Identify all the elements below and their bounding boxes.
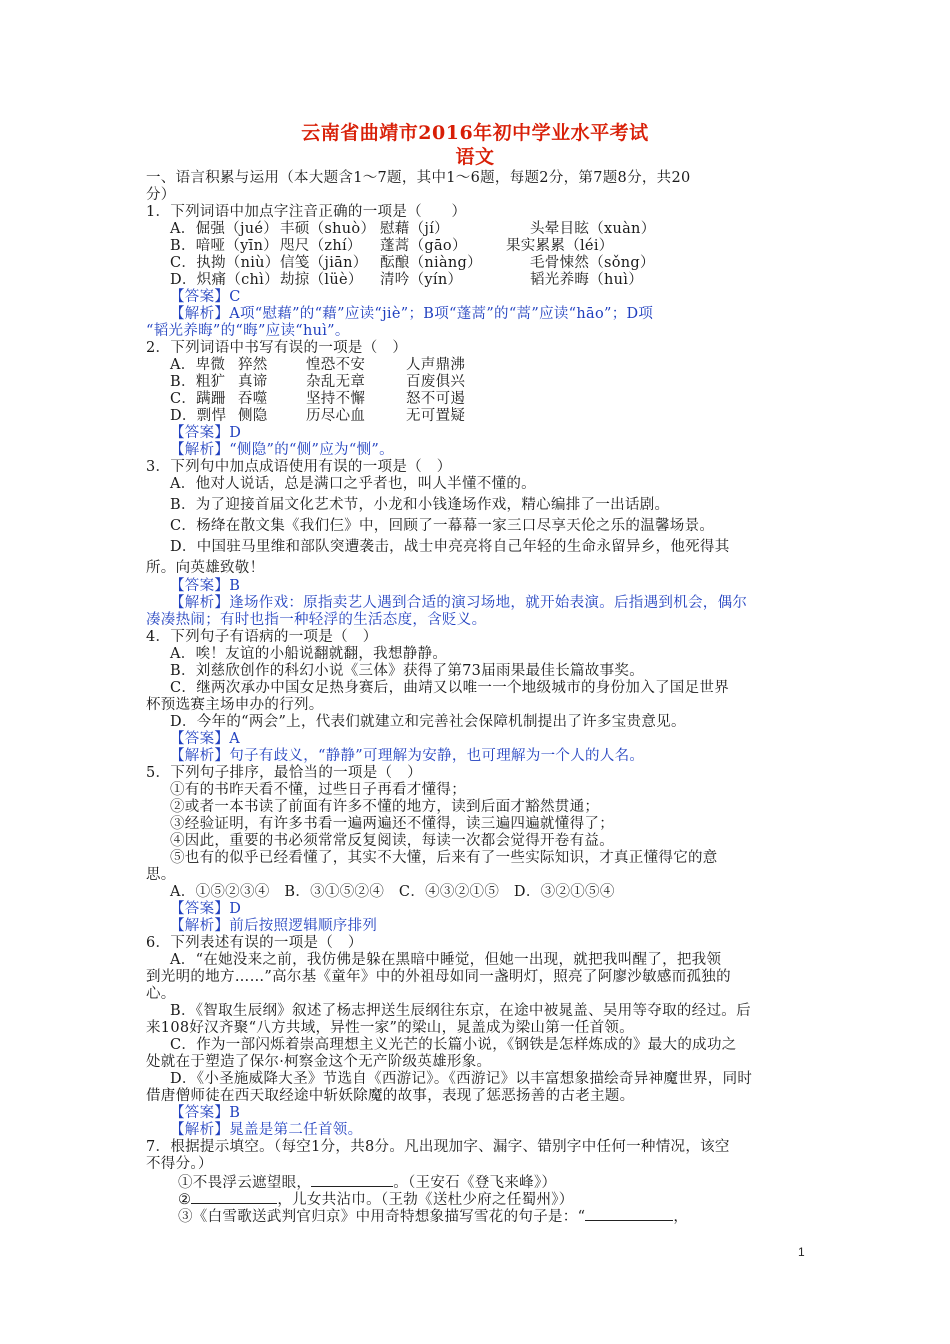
q4-analysis: 【解析】句子有歧义，“静静”可理解为安静，也可理解为一个人的人名。: [170, 748, 645, 764]
q2-option-d: D．剽悍 侧隐 历尽心血 无可置疑: [170, 408, 466, 424]
answer-blank[interactable]: [191, 1190, 277, 1204]
q1-option-d: D．炽痛（chì）劫掠（lüè） 清吟（yín） 韬光养晦（huì）: [170, 272, 644, 288]
q6-option-a: A．“在她没来之前，我仿佛是躲在黑暗中睡觉，但她一出现，就把我叫醒了，把我领: [170, 952, 722, 968]
q3-analysis: 【解析】逢场作戏：原指卖艺人遇到合适的演习场地，就开始表演。后指遇到机会，偶尔: [170, 595, 748, 611]
q3-option-b: B．为了迎接首届文化艺术节，小龙和小钱逢场作戏，精心编排了一出话剧。: [170, 497, 670, 513]
q6-option-a-cont2: 心。: [146, 986, 176, 1002]
section-heading-cont: 分）: [146, 187, 176, 203]
q7-stem-cont: 不得分。）: [146, 1156, 213, 1172]
q4-option-b: B．刘慈欣创作的科幻小说《三体》获得了第73届雨果最佳长篇故事奖。: [170, 663, 645, 679]
q7-item-1: ①不畏浮云遮望眼， 。（王安石《登飞来峰》）: [178, 1175, 557, 1191]
q6-option-b-cont: 来108好汉齐聚“八方共域，异性一家”的梁山，晁盖成为梁山第一任首领。: [146, 1020, 634, 1036]
q5-choices: A．①⑤②③④ B．③①⑤②④ C．④③②①⑤ D．③②①⑤④: [170, 884, 615, 900]
q4-option-c: C．继两次承办中国女足热身赛后，曲靖又以唯一一个地级城市的身份加入了国足世界: [170, 680, 729, 696]
q2-option-a: A．卑微 猝然 惶恐不安 人声鼎沸: [170, 357, 466, 373]
q3-option-a: A．他对人说话，总是满口之乎者也，叫人半懂不懂的。: [170, 476, 536, 492]
q2-option-c: C．蹒跚 吞噬 坚持不懈 怒不可遏: [170, 391, 466, 407]
q1-analysis-cont: “韬光养晦”的“晦”应读“huì”。: [146, 323, 350, 339]
q5-sentence-2: ②或者一本书读了前面有许多不懂的地方，读到后面才豁然贯通；: [170, 799, 600, 815]
q4-option-d: D．今年的“两会”上，代表们就建立和完善社会保障机制提出了许多宝贵意见。: [170, 714, 686, 730]
q7-item-3: ③《白雪歌送武判官归京》中用奇特想象描写雪花的句子是：“ ，: [178, 1209, 689, 1225]
q3-option-d: D．中国驻马里维和部队突遭袭击，战士申亮亮将自己年轻的生命永留异乡，他死得其: [170, 539, 730, 555]
q7-stem: 7．根据提示填空。（每空1分，共8分。凡出现加字、漏字、错别字中任何一种情况，该空: [146, 1139, 730, 1155]
q5-sentence-4: ④因此，重要的书必须常常反复阅读，每读一次都会觉得开卷有益。: [170, 833, 614, 849]
q6-option-a-cont: 到光明的地方……”高尔基《童年》中的外祖母如同一盏明灯，照亮了阿廖沙敏感而孤独的: [146, 969, 731, 985]
q5-answer: 【答案】D: [170, 901, 242, 917]
q6-option-c-cont: 处就在于塑造了保尔·柯察金这个无产阶级英雄形象。: [146, 1054, 492, 1070]
q5-analysis: 【解析】前后按照逻辑顺序排列: [170, 918, 378, 934]
q6-option-b: B．《智取生辰纲》叙述了杨志押送生辰纲往东京，在途中被晁盖、吴用等夺取的经过。后: [170, 1003, 751, 1019]
q2-option-b: B．粗犷 真谛 杂乱无章 百废俱兴: [170, 374, 466, 390]
q3-stem: 3．下列句中加点成语使用有误的一项是（ ）: [146, 459, 452, 475]
section-heading: 一、语言积累与运用（本大题含1～7题，其中1～6题，每题2分，第7题8分，共20: [146, 170, 691, 186]
q6-option-d: D．《小圣施威降大圣》节选自《西游记》。《西游记》以丰富想象描绘奇异神魔世界，同时: [170, 1071, 753, 1087]
q5-sentence-5: ⑤也有的似乎已经看懂了，其实不大懂，后来有了一些实际知识，才真正懂得它的意: [170, 850, 718, 866]
q6-answer: 【答案】B: [170, 1105, 241, 1121]
doc-title: 云南省曲靖市2016年初中学业水平考试: [301, 122, 649, 144]
q3-option-d-cont: 所。向英雄致敬！: [146, 560, 265, 576]
q3-option-c: C．杨绛在散文集《我们仨》中，回顾了一幕幕一家三口尽享天伦之乐的温馨场景。: [170, 518, 715, 534]
q6-stem: 6．下列表述有误的一项是（ ）: [146, 935, 363, 951]
q1-answer: 【答案】C: [170, 289, 241, 305]
q3-answer: 【答案】B: [170, 578, 241, 594]
q7-item-2: ② ，儿女共沾巾。（王勃《送杜少府之任蜀州》）: [178, 1192, 574, 1208]
page-number: 1: [798, 1245, 805, 1259]
doc-subject: 语文: [455, 146, 495, 168]
q5-sentence-3: ③经验证明，有许多书看一遍两遍还不懂得，读三遍四遍就懂得了；: [170, 816, 614, 832]
q5-sentence-1: ①有的书昨天看不懂，过些日子再看才懂得；: [170, 782, 466, 798]
q6-analysis: 【解析】晁盖是第二任首领。: [170, 1122, 363, 1138]
q1-stem: 1．下列词语中加点字注音正确的一项是（ ）: [146, 204, 467, 220]
q2-analysis: 【解析】“侧隐”的“侧”应为“恻”。: [170, 442, 394, 458]
q1-option-a: A．倔强（jué） 丰硕（shuò） 慰藉（jí） 头晕目眩（xuàn）: [170, 221, 656, 237]
q1-option-b: B．喑哑（yīn） 咫尺（zhí） 蓬蒿（gāo） 果实累累（léi）: [170, 238, 614, 254]
q5-stem: 5．下列句子排序，最恰当的一项是（ ）: [146, 765, 422, 781]
q6-option-d-cont: 借唐僧师徒在西天取经途中斩妖除魔的故事，表现了惩恶扬善的古老主题。: [146, 1088, 635, 1104]
q6-option-c: C．作为一部闪烁着崇高理想主义光芒的长篇小说，《钢铁是怎样炼成的》最大的成功之: [170, 1037, 737, 1053]
q2-answer: 【答案】D: [170, 425, 242, 441]
q3-analysis-cont: 凑凑热闹；有时也指一种轻浮的生活态度，含贬义。: [146, 612, 487, 628]
answer-blank[interactable]: [311, 1173, 393, 1187]
q1-analysis: 【解析】A项“慰藉”的“藉”应读“jiè”；B项“蓬蒿”的“蒿”应读“hāo”；D项: [170, 306, 654, 322]
q1-option-c: C．执拗（niù）信笺（jiān） 酝酿（niàng） 毛骨悚然（sǒng）: [170, 255, 655, 271]
q4-answer: 【答案】A: [170, 731, 240, 747]
q4-stem: 4．下列句子有语病的一项是（ ）: [146, 629, 378, 645]
q4-option-c-cont: 杯预选赛主场申办的行列。: [146, 697, 324, 713]
answer-blank[interactable]: [585, 1207, 673, 1221]
q2-stem: 2．下列词语中书写有误的一项是（ ）: [146, 340, 408, 356]
q4-option-a: A．唉！友谊的小船说翻就翻，我想静静。: [170, 646, 448, 662]
q5-sentence-5-cont: 思。: [146, 867, 176, 883]
